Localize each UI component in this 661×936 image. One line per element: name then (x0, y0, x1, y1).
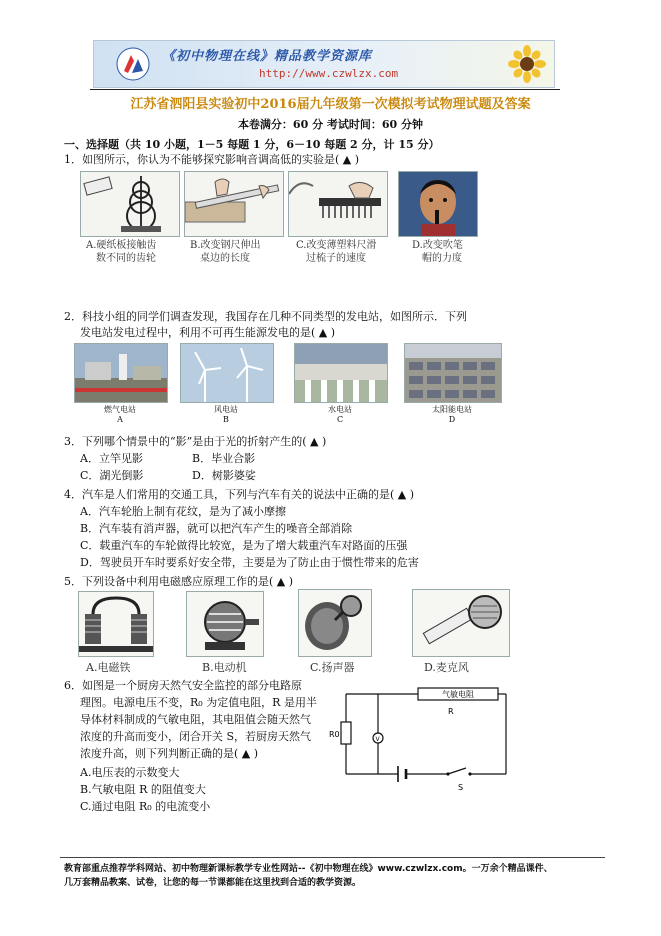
microphone-icon (413, 590, 509, 656)
q3-option-d: D．树影婆娑 (192, 469, 256, 482)
q6-stem-line5: 浓度升高，则下列判断正确的是( ▲ ) (80, 747, 259, 760)
q4-option-c: C．载重汽车的车轮做得比较宽，是为了增大载重汽车对路面的压强 (80, 539, 408, 552)
q6-option-a: A.电压表的示数变大 (80, 766, 180, 779)
q1-caption-c: C.改变薄塑料尺滑 过梳子的速度 (296, 240, 377, 264)
q1-image-a (80, 171, 180, 237)
footer-line2: 几万套精品教案、试卷，让您的每一节课都能在这里找到合适的教学资源。 (64, 878, 362, 888)
comb-icon (289, 172, 387, 236)
gas-plant-icon (75, 344, 167, 402)
q1-image-b (184, 171, 284, 237)
q6-option-c: C.通过电阻 R₀ 的电流变小 (80, 800, 211, 813)
q5-caption-d: D.麦克风 (424, 661, 469, 674)
gear-wheels-icon (81, 172, 179, 236)
q6-option-b: B.气敏电阻 R 的阻值变大 (80, 783, 206, 796)
q1-image-d (398, 171, 478, 237)
q5-image-d (412, 589, 510, 657)
q1-stem: 1．如图所示，你认为不能够探究影响音调高低的实验是( ▲ ) (64, 153, 360, 166)
q4-stem: 4．汽车是人们常用的交通工具，下列与汽车有关的说法中正确的是( ▲ ) (64, 488, 415, 501)
q1-caption-d: D.改变吹笔 帽的力度 (412, 240, 463, 264)
page-footer (64, 862, 624, 890)
dam-icon (295, 344, 387, 402)
q5-stem: 5．下列设备中利用电磁感应原理工作的是( ▲ ) (64, 575, 294, 588)
site-logo-icon (116, 47, 150, 81)
q5-image-c (298, 589, 372, 657)
q6-voltmeter-label: V (375, 736, 380, 743)
q6-switch-label: S (458, 783, 464, 792)
q2-stem-line2: 发电站发电过程中，利用不可再生能源发电的是( ▲ ) (80, 326, 336, 339)
q6-sensor-label: 气敏电阻 (442, 690, 474, 699)
q6-r0-label: R0 (329, 730, 340, 739)
sunflower-icon (508, 45, 546, 83)
q3-option-a: A．立竿见影 (80, 452, 143, 465)
q3-stem: 3．下列哪个情景中的“影”是由于光的折射产生的( ▲ ) (64, 435, 327, 448)
q2-caption-a: 燃气电站 A (104, 405, 136, 424)
q3-option-b: B．毕业合影 (192, 452, 256, 465)
q1-caption-b: B.改变钢尺伸出 桌边的长度 (190, 240, 261, 264)
footer-rule (60, 857, 605, 858)
electromagnet-icon (79, 592, 153, 656)
q6-stem-line1: 6．如图是一个厨房天然气安全监控的部分电路原 (64, 679, 302, 692)
q6-stem-line4: 浓度的升高而变小，闭合开关 S，若厨房天然气 (80, 730, 312, 743)
boy-whistle-icon (399, 172, 477, 236)
solar-field-icon (405, 344, 501, 402)
q2-image-a (74, 343, 168, 403)
q4-option-d: D．驾驶员开车时要系好安全带，主要是为了防止由于惯性带来的危害 (80, 556, 419, 569)
q1-caption-a: A.硬纸板接触齿 数不同的齿轮 (86, 240, 157, 264)
q2-stem-line1: 2．科技小组的同学们调查发现，我国存在几种不同类型的发电站，如图所示．下列 (64, 310, 467, 323)
banner-title: 《初中物理在线》精品教学资源库 (162, 49, 373, 64)
q5-caption-a: A.电磁铁 (86, 661, 131, 674)
ruler-icon (185, 172, 283, 236)
q4-option-a: A．汽车轮胎上制有花纹，是为了减小摩擦 (80, 505, 286, 518)
q2-image-c (294, 343, 388, 403)
q2-caption-b: 风电站 B (214, 405, 238, 424)
motor-icon (187, 592, 263, 656)
footer-line1: 教育部重点推荐学科网站、初中物理新课标教学专业性网站--《初中物理在线》www.czwlzx.com。一万余个精品课件、 (64, 864, 553, 874)
q2-caption-d: 太阳能电站 D (432, 405, 472, 424)
q2-caption-c: 水电站 C (328, 405, 352, 424)
wind-turbine-icon (181, 344, 273, 402)
q3-option-c: C．湖光倒影 (80, 469, 144, 482)
q5-caption-c: C.扬声器 (310, 661, 355, 674)
q2-image-b (180, 343, 274, 403)
q6-r-label: R (448, 707, 454, 716)
exam-title: 江苏省泗阳县实验初中2016届九年级第一次模拟考试物理试题及答案 (130, 97, 531, 112)
q5-image-b (186, 591, 264, 657)
header-banner (93, 40, 555, 88)
q6-circuit-diagram (326, 684, 516, 794)
q5-caption-b: B.电动机 (202, 661, 247, 674)
q4-option-b: B．汽车装有消声器，就可以把汽车产生的噪音全部消除 (80, 522, 353, 535)
banner-url[interactable]: http://www.czwlzx.com (259, 67, 399, 80)
q6-stem-line2: 理图。电源电压不变，R₀ 为定值电阻，R 是用半 (80, 696, 317, 709)
section-heading: 一、选择题（共 10 小题，1－5 每题 1 分，6－10 每题 2 分，计 15 分） (64, 138, 440, 151)
exam-subtitle: 本卷满分：60 分 考试时间：60 分钟 (237, 118, 424, 131)
header-rule (90, 89, 560, 90)
speaker-icon (299, 590, 371, 656)
q5-image-a (78, 591, 154, 657)
q6-stem-line3: 导体材料制成的气敏电阻，其电阻值会随天然气 (80, 713, 311, 726)
q2-image-d (404, 343, 502, 403)
q1-image-c (288, 171, 388, 237)
